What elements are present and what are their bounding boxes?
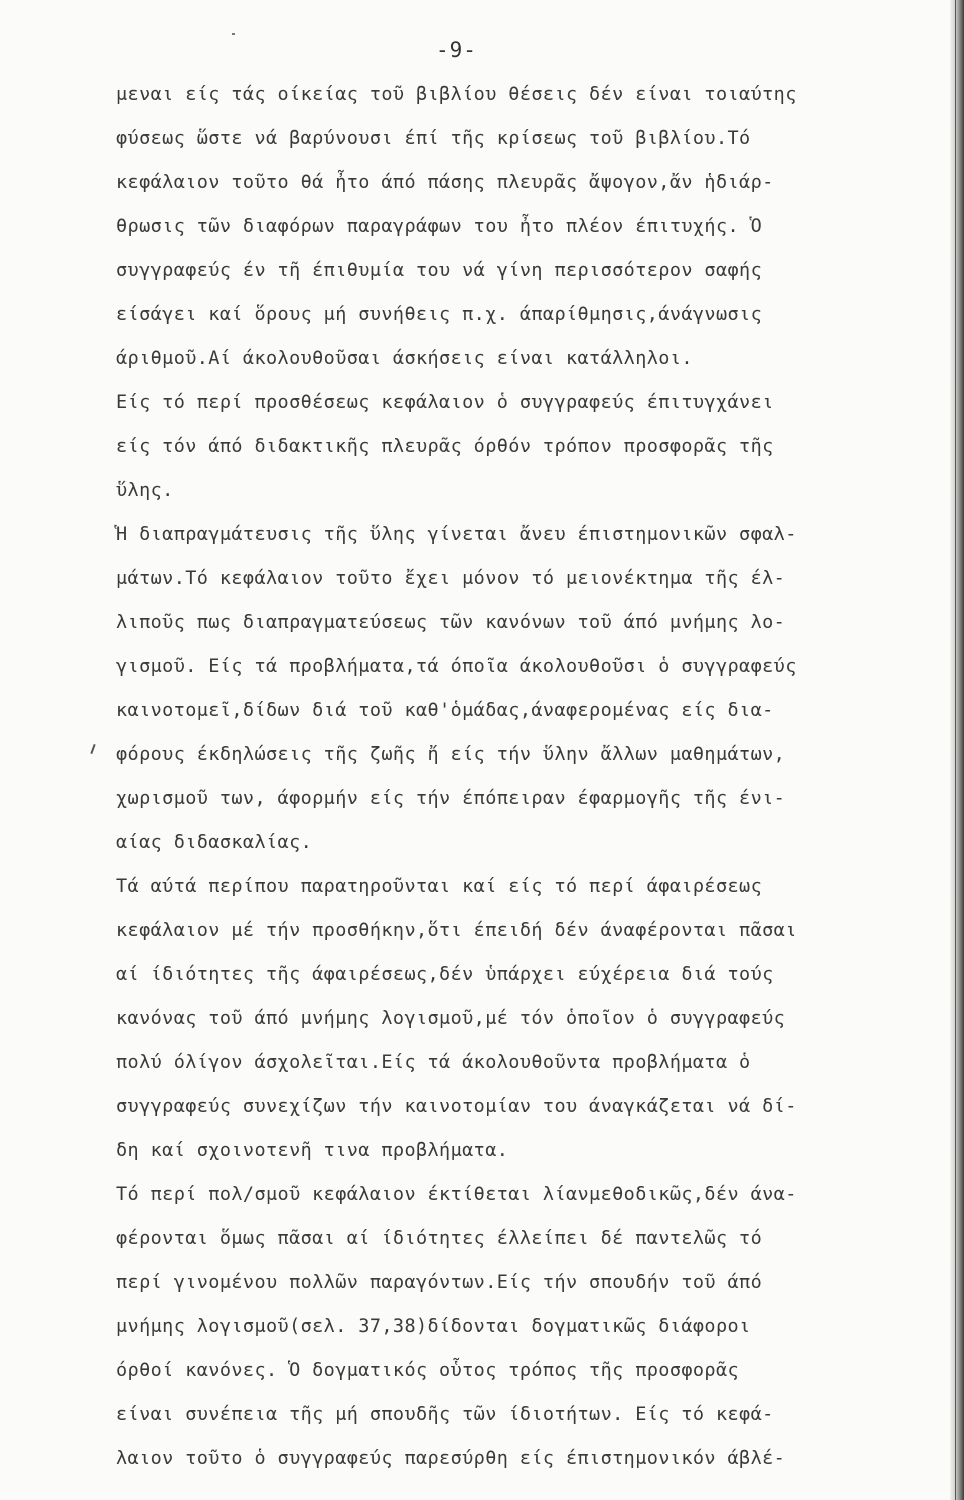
text-line: μάτων.Τό κεφάλαιον τοῦτο ἔχει μόνον τό μειονέκτημα τῆς έλ- xyxy=(116,568,786,589)
text-line: μνήμης λογισμοῦ(σελ. 37,38)δίδονται δογματικῶς διάφοροι xyxy=(116,1316,751,1337)
text-line: Τά αύτά περίπου παρατηροῦνται καί είς τό περί άφαιρέσεως xyxy=(116,876,763,897)
text-line: κεφάλαιον μέ τήν προσθήκην,ὅτι έπειδή δέν άναφέρονται πᾶσαι xyxy=(116,920,797,941)
text-line: είσάγει καί ὅρους μή συνήθεις π.χ. άπαρίθμησις,άνάγνωσις xyxy=(116,304,763,325)
text-line: Είς τό περί προσθέσεως κεφάλαιον ὁ συγγραφεύς έπιτυγχάνει xyxy=(116,392,774,413)
text-line: λιποῦς πως διαπραγματεύσεως τῶν κανόνων τοῦ άπό μνήμης λο- xyxy=(116,612,786,633)
text-line: κανόνας τοῦ άπό μνήμης λογισμοῦ,μέ τόν ὁποῖον ὁ συγγραφεύς xyxy=(116,1008,786,1029)
text-line: φέρονται ὅμως πᾶσαι αί ίδιότητες έλλείπει δέ παντελῶς τό xyxy=(116,1228,763,1249)
text-line: χωρισμοῦ των, άφορμήν είς τήν έπόπειραν έφαρμογῆς τῆς ένι- xyxy=(116,788,786,809)
text-line: Τό περί πολ/σμοῦ κεφάλαιον έκτίθεται λίανμεθοδικῶς,δέν άνα- xyxy=(116,1184,797,1205)
text-line: αί ίδιότητες τῆς άφαιρέσεως,δέν ὑπάρχει εύχέρεια διά τούς xyxy=(116,964,774,985)
text-line: συγγραφεύς έν τῆ έπιθυμία του νά γίνη περισσότερον σαφής xyxy=(116,260,763,281)
text-line: γισμοῦ. Είς τά προβλήματα,τά όποῖα άκολουθοῦσι ὁ συγγραφεύς xyxy=(116,656,797,677)
text-line: συγγραφεύς συνεχίζων τήν καινοτομίαν του άναγκάζεται νά δί- xyxy=(116,1096,797,1117)
scan-edge-line xyxy=(955,0,956,1500)
text-line: μεναι είς τάς οίκείας τοῦ βιβλίου θέσεις δέν είναι τοιαύτης xyxy=(116,84,797,105)
text-line: λαιον τοῦτο ὁ συγγραφεύς παρεσύρθη είς έπιστημονικόν άβλέ- xyxy=(116,1448,786,1469)
text-line: πολύ όλίγον άσχολεῖται.Είς τά άκολουθοῦντα προβλήματα ὁ xyxy=(116,1052,751,1073)
scan-edge-shadow xyxy=(950,0,964,1500)
scan-speck xyxy=(232,33,235,35)
text-line: φύσεως ὥστε νά βαρύνουσι έπί τῆς κρίσεως τοῦ βιβλίου.Τό xyxy=(116,128,751,149)
text-line: αίας διδασκαλίας. xyxy=(116,832,313,853)
text-line: φόρους έκδηλώσεις τῆς ζωῆς ἤ είς τήν ὕλην ἄλλων μαθημάτων, xyxy=(116,744,786,765)
text-line: δη καί σχοινοτενῆ τινα προβλήματα. xyxy=(116,1140,509,1161)
margin-mark xyxy=(90,744,95,754)
page-number: -9- xyxy=(436,38,477,62)
text-line: ὕλης. xyxy=(116,480,174,501)
body-text xyxy=(116,73,916,1481)
text-line: είναι συνέπεια τῆς μή σπουδῆς τῶν ίδιοτήτων. Είς τό κεφά- xyxy=(116,1404,774,1425)
text-line: κεφάλαιον τοῦτο θά ἦτο άπό πάσης πλευρᾶς ἄψογον,ἄν ἡδιάρ- xyxy=(116,172,774,193)
text-line: όρθοί κανόνες. Ὁ δογματικός οὗτος τρόπος τῆς προσφορᾶς xyxy=(116,1360,740,1381)
text-line: θρωσις τῶν διαφόρων παραγράφων του ἦτο πλέον έπιτυχής. Ὁ xyxy=(116,216,763,237)
text-line: καινοτομεῖ,δίδων διά τοῦ καθ'ὁμάδας,άναφερομένας είς δια- xyxy=(116,700,774,721)
text-line: είς τόν άπό διδακτικῆς πλευρᾶς όρθόν τρόπον προσφορᾶς τῆς xyxy=(116,436,774,457)
text-line: Ἡ διαπραγμάτευσις τῆς ὕλης γίνεται ἄνευ έπιστημονικῶν σφαλ- xyxy=(116,524,797,545)
text-line: άριθμοῦ.Αί άκολουθοῦσαι άσκήσεις είναι κατάλληλοι. xyxy=(116,348,693,369)
text-line: περί γινομένου πολλῶν παραγόντων.Είς τήν σπουδήν τοῦ άπό xyxy=(116,1272,763,1293)
